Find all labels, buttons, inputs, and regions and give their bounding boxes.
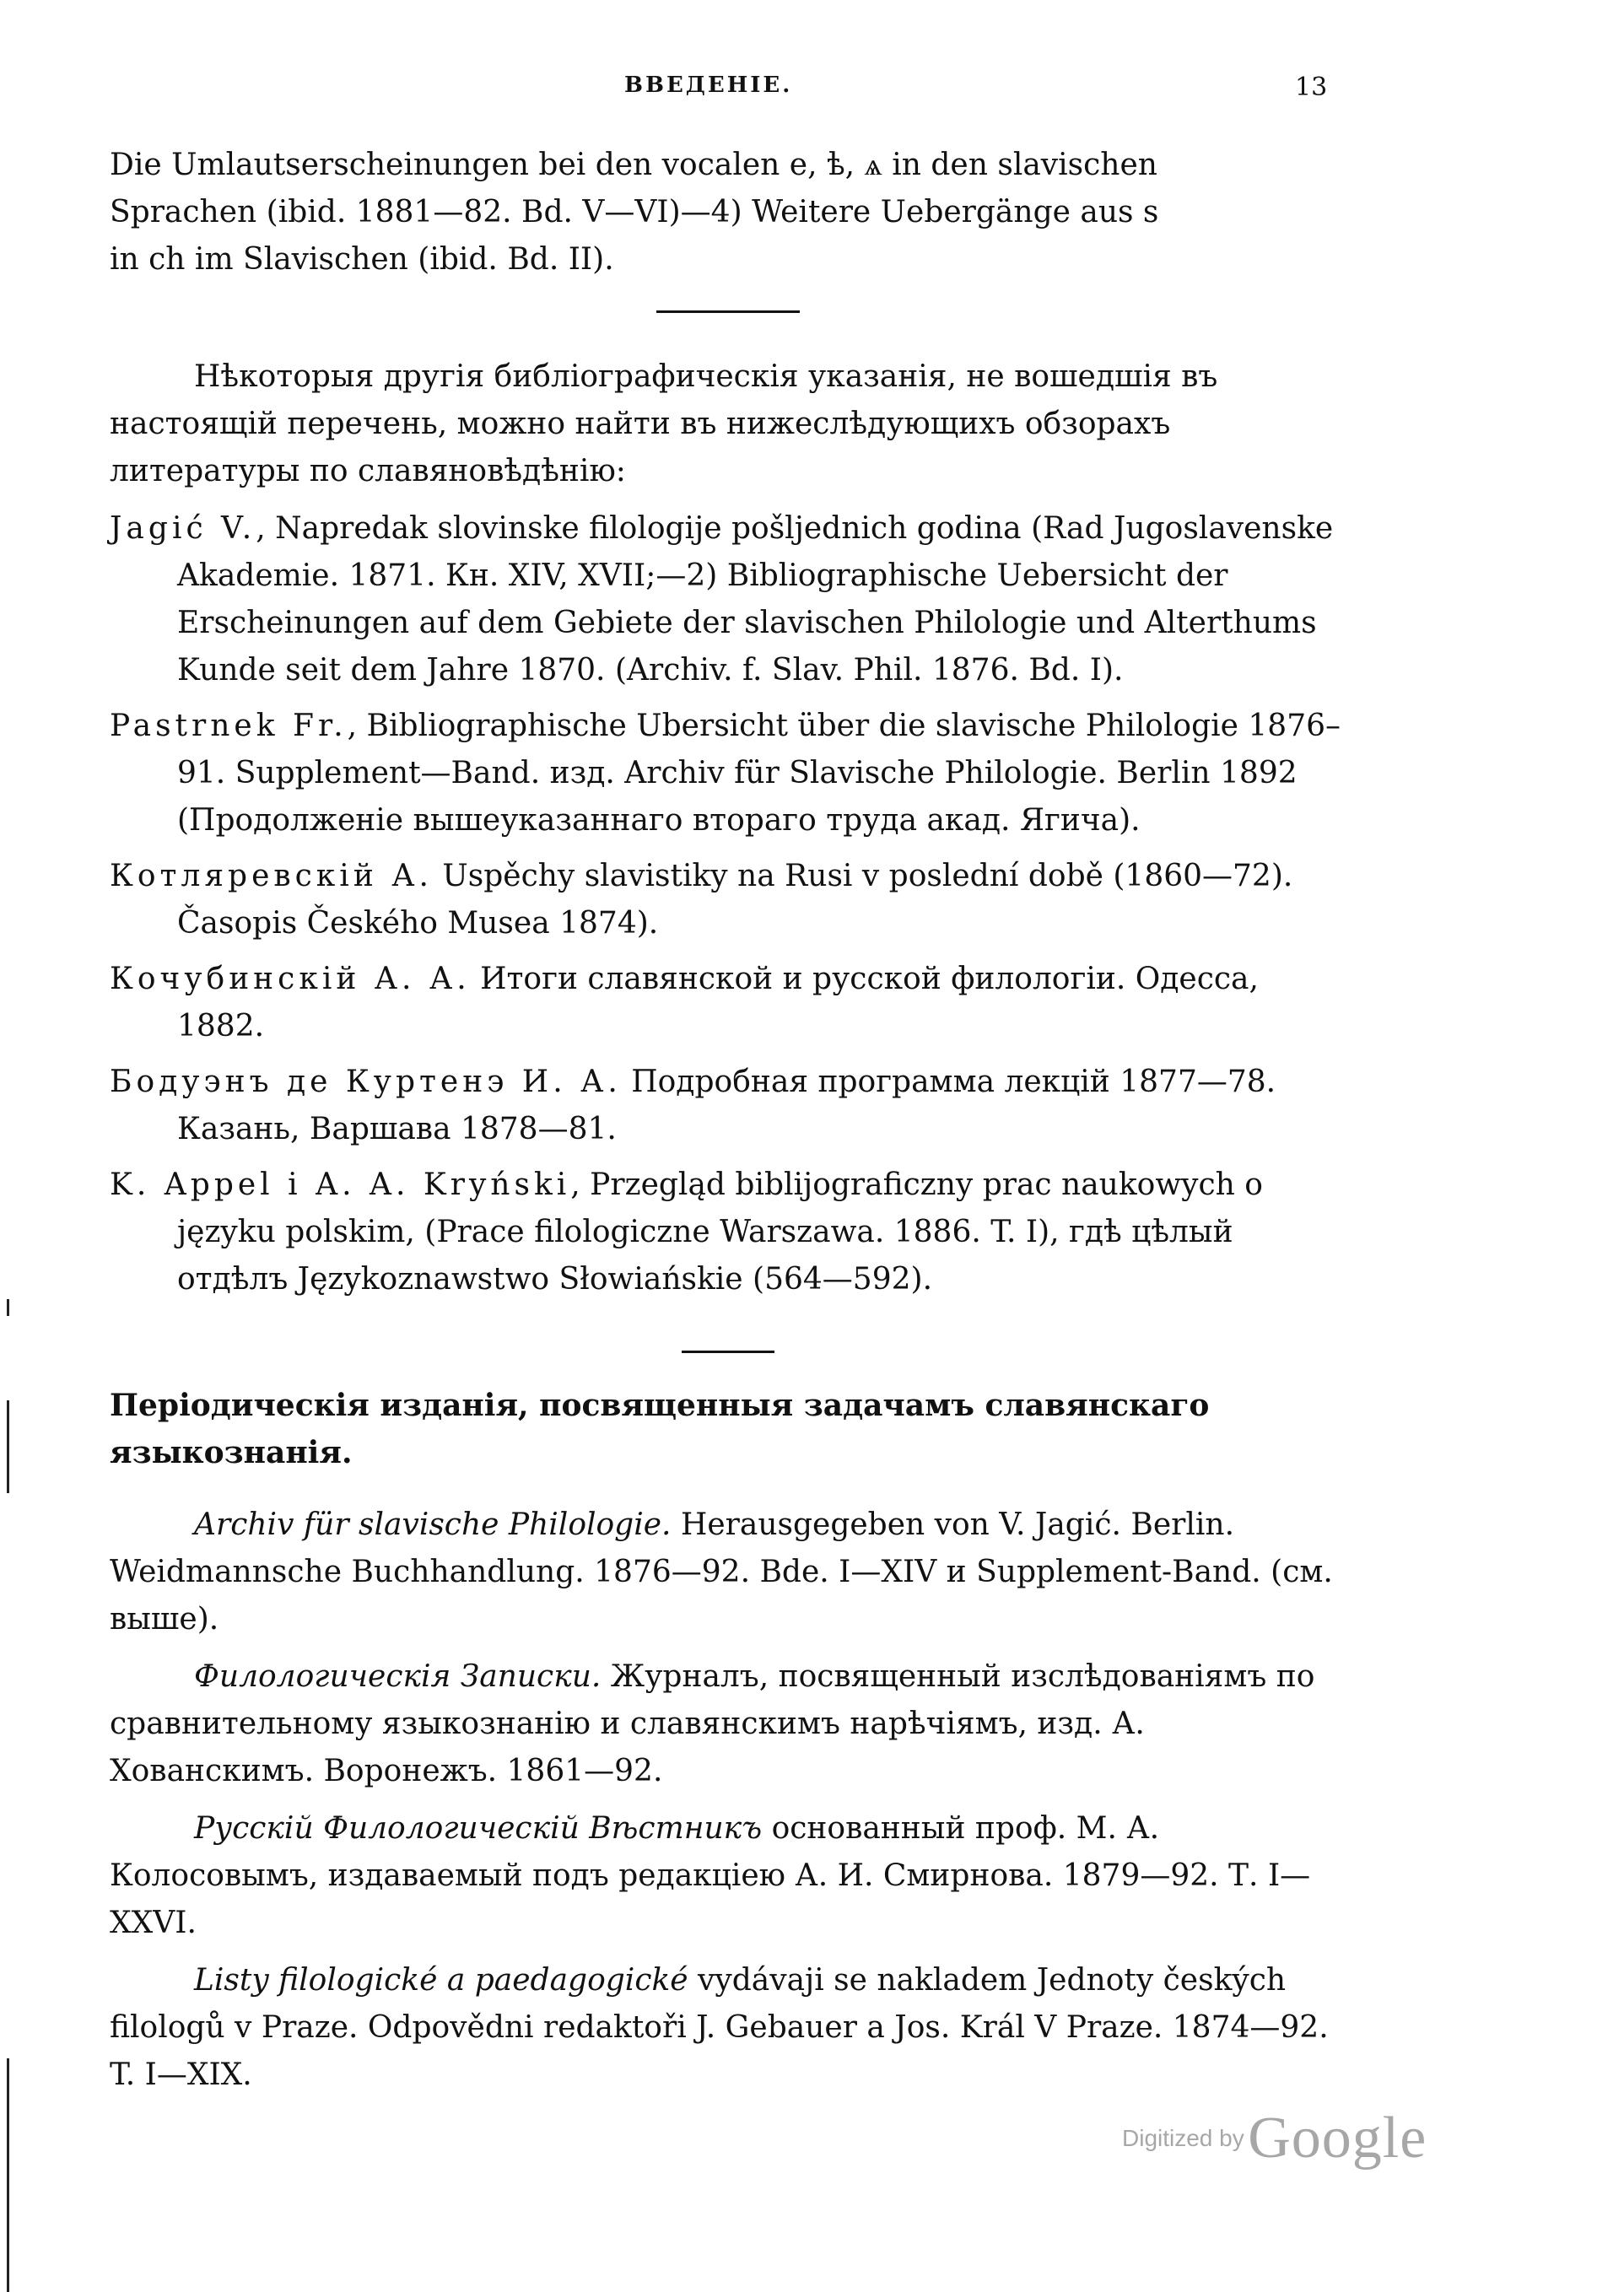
running-header: [0, 73, 1624, 106]
bibliography-list: [110, 505, 1346, 1303]
entry-author: Кочубинскій А. А.: [110, 962, 471, 996]
intro-paragraph: [110, 142, 1346, 283]
bibliography-entry: [110, 703, 1346, 844]
scan-edge-mark: [7, 1400, 9, 1493]
entry-text: Подробная программа лекцій 1877—78. Казань, Варшава 1878—81.: [177, 1065, 1276, 1146]
bibliography-entry: [110, 853, 1346, 947]
entry-text: Итоги славянской и русской филологіи. Одесса, 1882.: [177, 962, 1259, 1044]
entry-author: Pastrnek Fr.: [110, 709, 348, 743]
bibliography-lead: Нѣкоторыя другія библіографическія указанія, не вошедшія въ настоящій перечень, можно найти въ нижеслѣдующихъ обзорахъ литературы по славяновѣдѣнію:: [110, 359, 1218, 488]
periodical-item: [110, 1502, 1346, 1643]
digitized-watermark: [1122, 2105, 1427, 2172]
intro-line: in ch im Slavischen (ibid. Bd. II).: [110, 242, 614, 277]
periodical-title: Русскій Филологическій Вѣстникъ: [194, 1811, 763, 1846]
bibliography-entry: [110, 1162, 1346, 1303]
periodical-text: Herausgegeben von V. Jagić. Berlin. Weidmannsche Buchhandlung. 1876—92. Bde. I—XIV и Supplement-Band. (см. выше).: [110, 1507, 1333, 1637]
section-divider: [656, 310, 800, 313]
periodical-item: [110, 1957, 1346, 2099]
periodical-item: [110, 1805, 1346, 1947]
periodical-text: vydávaji se nakladem Jednoty českých filologů v Praze. Odpovědni redaktoři J. Gebauer a Jos. Král V Praze. 1874—92. T. I—XIX.: [110, 1963, 1329, 2092]
scan-edge-mark: [7, 1299, 9, 1316]
periodical-title: Филологическія Записки.: [194, 1659, 602, 1694]
periodicals-list: [110, 1502, 1346, 2099]
page-number: 13: [1295, 73, 1328, 102]
entry-author: Бодуэнъ де Куртенэ И. А.: [110, 1065, 622, 1099]
watermark-prefix: Digitized by: [1122, 2125, 1244, 2151]
header-title: ВВЕДЕНІЕ.: [624, 73, 793, 98]
bibliography-entry: [110, 1059, 1346, 1153]
entry-author: Котляревскій А.: [110, 859, 433, 893]
bibliography-entry: [110, 505, 1346, 694]
entry-text: , Bibliographische Ubersicht über die slavische Philologie 1876–91. Supplement—Band. изд. Archiv für Slavische Philologie. Berlin 1892 (Продолженіе вышеуказаннаго втораго труда акад. Ягича).: [177, 709, 1341, 838]
periodical-title: Archiv für slavische Philologie.: [194, 1507, 672, 1542]
periodical-title: Listy filologické a paedagogické: [194, 1963, 688, 1998]
section-divider: [682, 1351, 774, 1353]
intro-line: Sprachen (ibid. 1881—82. Bd. V—VI)—4) Weitere Uebergänge aus s: [110, 195, 1159, 229]
periodical-item: [110, 1653, 1346, 1795]
bibliography-entry: [110, 956, 1346, 1050]
google-logo: Google: [1248, 2106, 1427, 2171]
periodicals-heading: Періодическія изданія, посвященныя задачамъ славянскаго языкознанія.: [110, 1388, 1210, 1470]
entry-author: K. Appel i A. A. Kryński: [110, 1168, 571, 1202]
entry-text: , Napredak slovinske filologije pošljednich godina (Rad Jugoslavenske Akademie. 1871. Кн. XIV, XVII;—2) Bibliographische Uebersicht der Erscheinungen auf dem Gebiete der slavischen Philologie und Alterthums Kunde seit dem Jahre 1870. (Archiv. f. Slav. Phil. 1876. Bd. I).: [177, 511, 1334, 688]
page-body: [110, 142, 1346, 2109]
intro-line: Die Umlautserscheinungen bei den vocalen e, ѣ, ѧ in den slavischen: [110, 148, 1157, 182]
periodical-text: Журналъ, посвященный изслѣдованіямъ по сравнительному языкознанію и славянскимъ нарѣчіямъ, изд. А. Хованскимъ. Воронежъ. 1861—92.: [110, 1659, 1315, 1788]
entry-text: Uspěchy slavistiky na Rusi v poslední době (1860—72). Časopis Českého Musea 1874).: [177, 859, 1293, 941]
scan-edge-mark: [7, 2058, 9, 2292]
periodical-text: основанный проф. М. А. Колосовымъ, издаваемый подъ редакціею А. И. Смирнова. 1879—92. Т. I—XXVI.: [110, 1811, 1311, 1940]
entry-text: , Przegląd biblijograficzny prac naukowych o języku polskim, (Prace filologiczne Warszawa. 1886. T. I), гдѣ цѣлый отдѣлъ Językoznawstwo Słowiańskie (564—592).: [177, 1168, 1263, 1297]
entry-author: Jagić V.: [110, 511, 256, 546]
